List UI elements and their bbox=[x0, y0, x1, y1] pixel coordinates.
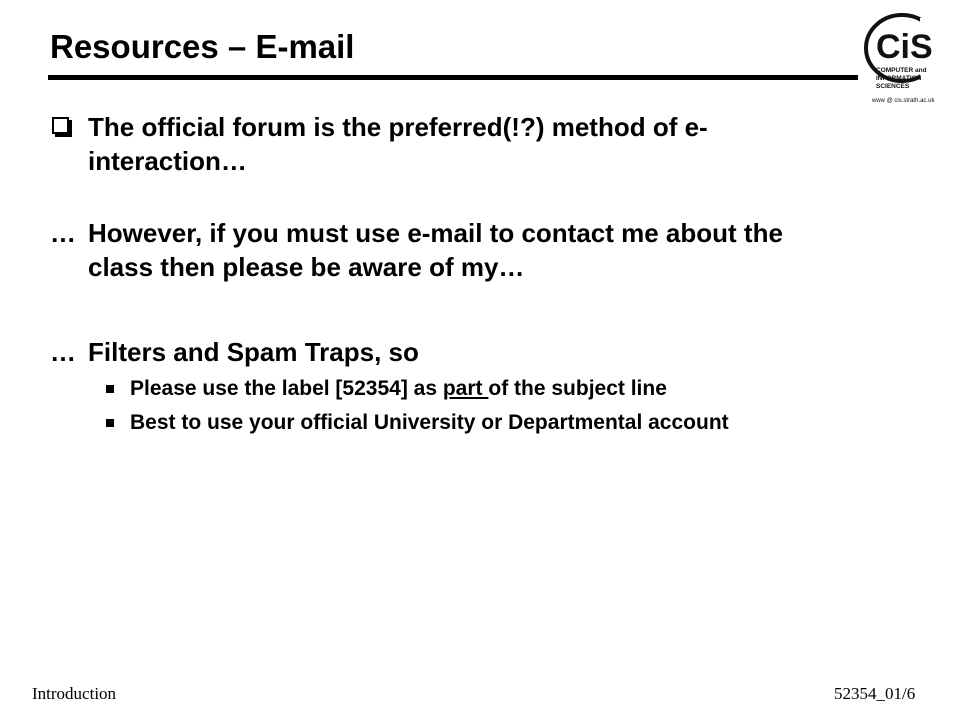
bullet-item bbox=[50, 110, 850, 178]
logo-line-2: INFORMATION bbox=[876, 75, 922, 82]
logo-line-3: SCIENCES bbox=[876, 83, 910, 90]
sub-bullet-text: Best to use your official University or Departmental account bbox=[130, 411, 729, 434]
square-bullet-icon bbox=[106, 385, 114, 393]
footer-section: Introduction bbox=[32, 684, 117, 703]
sub-bullet-item bbox=[106, 409, 906, 437]
square-bullet-icon bbox=[106, 419, 114, 427]
cis-logo bbox=[862, 10, 950, 118]
logo-mark: CiS bbox=[876, 28, 933, 66]
bullet-item bbox=[50, 335, 850, 369]
bullet-item bbox=[50, 216, 850, 284]
bullet-text: Filters and Spam Traps, so bbox=[88, 337, 419, 367]
sub-bullet-item bbox=[106, 375, 906, 403]
logo-line-1: COMPUTER and bbox=[876, 67, 927, 74]
bullet-text: The official forum is the preferred(!?) method of e-interaction… bbox=[88, 112, 708, 176]
slide-title: Resources – E-mail bbox=[50, 28, 355, 65]
bullet-text: However, if you must use e-mail to contact me about the class then please be aware of my… bbox=[88, 218, 783, 282]
sub-bullet-text: Please use the label [52354] as part of the subject line bbox=[130, 377, 667, 400]
bullet-marker: … bbox=[50, 218, 76, 248]
title-rule bbox=[48, 75, 858, 80]
logo-url: www @ cis.strath.ac.uk bbox=[872, 98, 935, 104]
footer-slide-number: 52354_01/6 bbox=[834, 684, 916, 703]
bullet-marker: … bbox=[50, 337, 76, 367]
underlined-word: part bbox=[442, 377, 489, 400]
